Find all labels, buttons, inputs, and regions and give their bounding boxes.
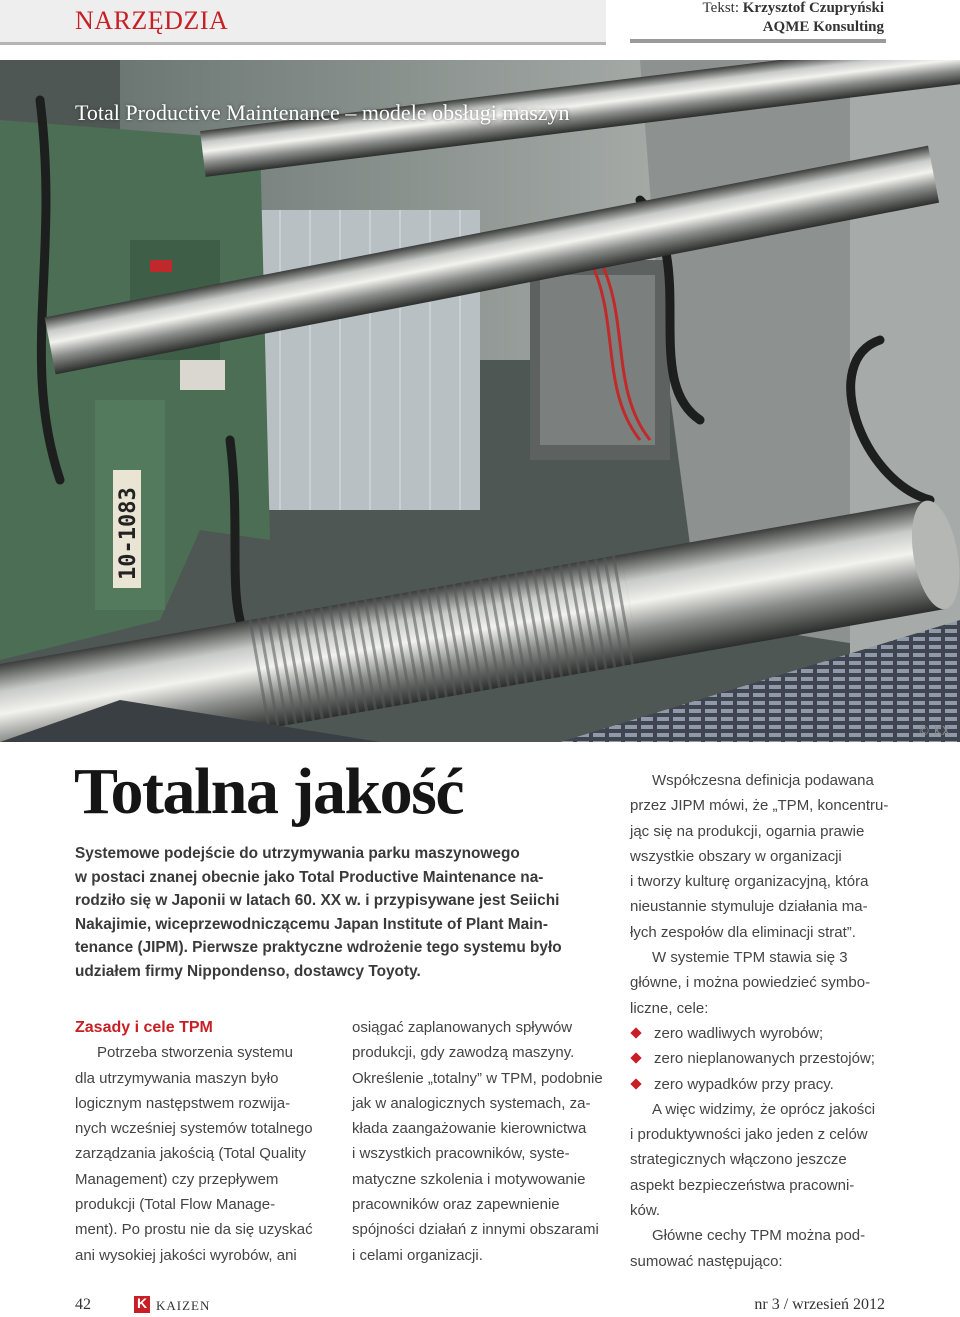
body-line: W systemie TPM stawia się 3 [652, 949, 848, 967]
byline-prefix: Tekst: [702, 0, 739, 16]
body-line: aspekt bezpieczeństwa pracowni- [630, 1176, 855, 1194]
body-line: i wszystkich pracowników, syste- [352, 1145, 570, 1163]
body-line: Określenie „totalny” w TPM, podobnie [352, 1069, 603, 1087]
body-line: główne, i można powiedzieć symbo- [630, 974, 871, 992]
lead-line: Nakajimie, wiceprzewodniczącemu Japan Institute of Plant Main- [75, 915, 548, 933]
section-heading: Zasady i cele TPM [75, 1019, 213, 1036]
goal-text: zero nieplanowanych przestojów; [654, 1050, 875, 1068]
body-line: A więc widzimy, że oprócz jakości [652, 1100, 876, 1118]
body-line: spójności działań z innymi obszarami [352, 1221, 599, 1239]
body-line: Potrzeba stworzenia systemu [97, 1044, 293, 1062]
body-line: produkcji, gdy zawodzą maszyny. [352, 1044, 575, 1062]
diamond-bullet-icon [630, 1027, 641, 1038]
column-3 [630, 768, 890, 1274]
body-line: łych zespołów dla eliminacji strat”. [630, 923, 856, 941]
body-line: liczne, cele: [630, 999, 709, 1017]
goal-item [630, 1021, 890, 1046]
page-number: 42 [75, 1296, 91, 1313]
goal-text: zero wadliwych wyrobów; [654, 1024, 824, 1042]
body-line: strategicznych włączono jeszcze [630, 1151, 847, 1169]
body-line: osiągać zaplanowanych spływów [352, 1019, 573, 1036]
hero-photo [0, 60, 960, 742]
machine-label: 10-1083 [116, 487, 141, 580]
lead-line: Systemowe podejście do utrzymywania parku maszynowego [75, 845, 520, 862]
body-line: przez JIPM mówi, że „TPM, koncentru- [630, 797, 889, 815]
body-line: wszystkie obszary w organizacji [630, 847, 842, 865]
diamond-bullet-icon [630, 1053, 641, 1064]
body-line: zarządzania jakością (Total Quality [75, 1145, 306, 1163]
body-line: jąc się na produkcji, ogarnia prawie [630, 822, 865, 840]
body-line: ani wysokiej jakości wyrobów, ani [75, 1246, 297, 1264]
column-1 [75, 1015, 345, 1268]
byline-rule [630, 39, 886, 43]
lead-line: rodziło się w Japonii w latach 60. XX w. i przypisywane jest Seiichi [75, 892, 560, 910]
body-line: ków. [630, 1202, 661, 1220]
goal-text: zero wypadków przy pracy. [654, 1075, 834, 1093]
body-line: jak w analogicznych systemach, za- [352, 1094, 591, 1112]
body-line: matyczne szkolenia i motywowanie [352, 1170, 586, 1188]
byline-author [632, 0, 884, 17]
body-line: i celami organizacji. [352, 1246, 483, 1264]
body-line: dla utrzymywania maszyn było [75, 1069, 279, 1087]
body-line: i produktywności jako jeden z celów [630, 1126, 868, 1144]
body-line: nieustannie stymuluje działania ma- [630, 898, 868, 916]
column-2 [352, 1015, 612, 1268]
body-line: ment). Po prostu nie da się uzyskać [75, 1221, 313, 1239]
goal-item [630, 1046, 890, 1071]
goal-item [630, 1072, 890, 1097]
header-rule [0, 42, 606, 45]
diamond-bullet-icon [630, 1078, 641, 1089]
lead-line: udziałem firmy Nippondenso, dostawcy Toyoty. [75, 962, 421, 980]
body-line: kłada zaangażowanie kierownictwa [352, 1120, 587, 1138]
body-line: i tworzy kulturę organizacyjną, która [630, 873, 869, 891]
body-line: nych wcześniej systemów totalnego [75, 1120, 313, 1138]
byline-company: AQME Konsulting [762, 19, 884, 35]
body-line: Współczesna definicja podawana [652, 772, 874, 789]
lead-line: w postaci znanej obecnie jako Total Productive Maintenance na- [75, 868, 544, 886]
section-label: NARZĘDZIA [75, 6, 229, 35]
photo-title: Total Productive Maintenance – modele obsługi maszyn [75, 100, 570, 125]
article-title: Totalna jakość [74, 755, 464, 828]
lead-line: tenance (JIPM). Pierwsze praktyczne wdrożenie tego systemu było [75, 939, 562, 957]
author-name: Krzysztof Czupryński [742, 0, 884, 16]
body-line: Główne cechy TPM można pod- [652, 1227, 866, 1245]
body-line: Management) czy przepływem [75, 1170, 279, 1188]
article-lead [75, 842, 605, 984]
body-line: pracowników oraz zapewnienie [352, 1196, 560, 1214]
body-line: produkcji (Total Flow Manage- [75, 1196, 276, 1214]
photo-credit: © KX [918, 724, 950, 738]
issue-info: nr 3 / wrzesień 2012 [754, 1296, 885, 1313]
logo-letter: K [136, 1295, 148, 1311]
magazine-name: KAIZEN [156, 1298, 211, 1313]
body-line: sumować następująco: [630, 1252, 783, 1270]
body-line: logicznym następstwem rozwija- [75, 1094, 291, 1112]
